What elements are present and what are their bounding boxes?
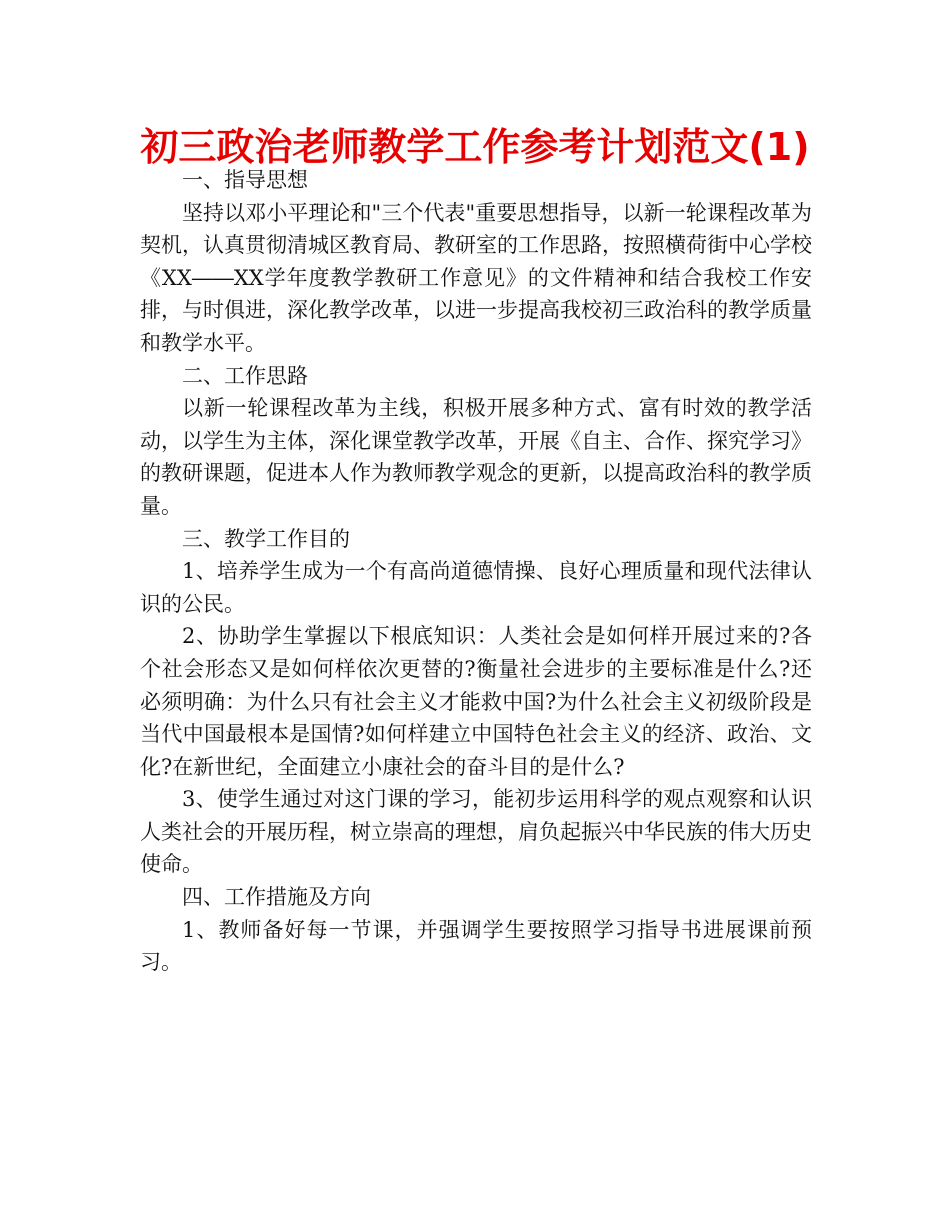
section-heading-work-measures: 四、工作措施及方向 [182, 885, 371, 910]
section-heading-guiding-ideology: 一、指导思想 [182, 168, 308, 192]
document-body [140, 164, 812, 979]
paragraph: 1、培养学生成为一个有高尚道德情操、良好心理质量和现代法律认识的公民。 [140, 559, 812, 616]
paragraph: 坚持以邓小平理论和"三个代表"重要思想指导，以新一轮课程改革为契机，认真贯彻清城区教育局、教研室的工作思路，按照横荷街中心学校《XX――XX学年度教学教研工作意见》的文件精神和结合我校工作安排，与时俱进，深化教学改革，以进一步提高我校初三政治科的教学质量和教学水平。 [140, 200, 812, 355]
paragraph: 3、使学生通过对这门课的学习，能初步运用科学的观点观察和认识人类社会的开展历程，树立崇高的理想，肩负起振兴中华民族的伟大历史使命。 [140, 787, 812, 877]
paragraph: 2、协助学生掌握以下根底知识：人类社会是如何样开展过来的?各个社会形态又是如何样依次更替的?衡量社会进步的主要标准是什么?还必须明确：为什么只有社会主义才能救中国?为什么社会主义初级阶段是当代中国最根本是国情?如何样建立中国特色社会主义的经济、政治、文化?在新世纪，全面建立小康社会的奋斗目的是什么? [140, 624, 812, 779]
section-heading-teaching-goals: 三、教学工作目的 [182, 526, 350, 551]
paragraph: 1、教师备好每一节课，并强调学生要按照学习指导书进展课前预习。 [140, 917, 812, 975]
paragraph: 以新一轮课程改革为主线，积极开展多种方式、富有时效的教学活动，以学生为主体，深化课堂教学改革，开展《自主、合作、探究学习》的教研课题，促进本人作为教师教学观念的更新，以提高政治科的教学质量。 [140, 396, 812, 518]
section-heading-work-approach: 二、工作思路 [182, 363, 308, 388]
document-title: 初三政治老师教学工作参考计划范文(1) [140, 125, 810, 169]
